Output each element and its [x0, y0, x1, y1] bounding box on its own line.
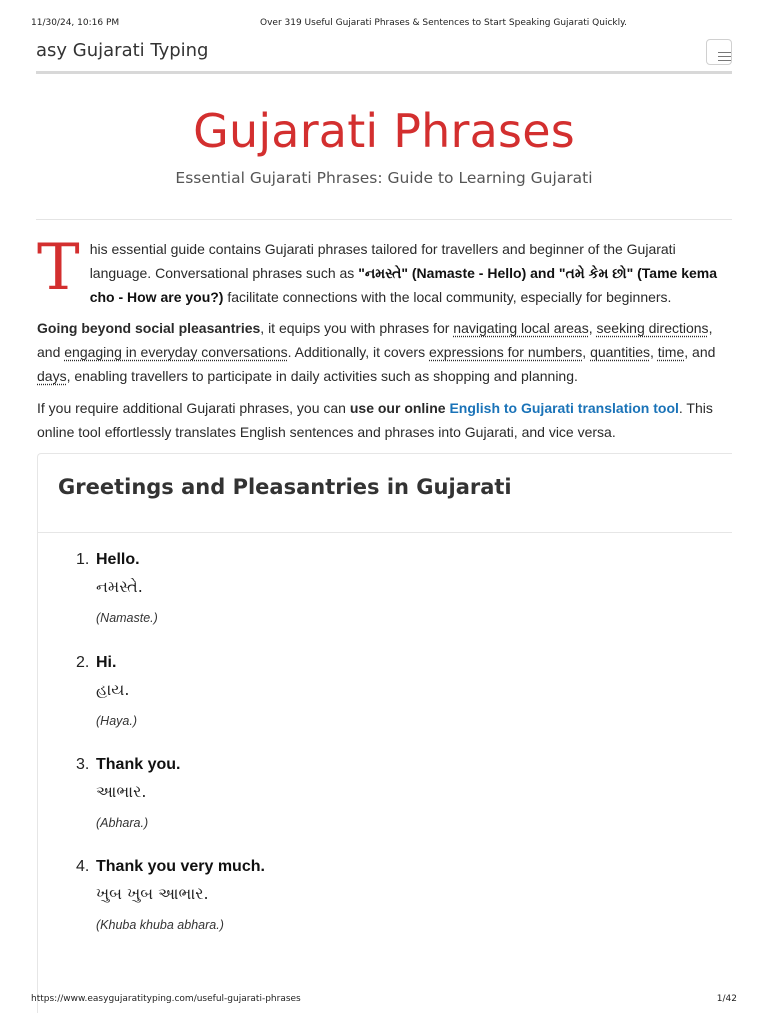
text: , and — [37, 320, 713, 360]
hamburger-icon-line — [718, 56, 731, 57]
item-number: 3. — [76, 756, 90, 773]
link-quantities[interactable]: quantities — [590, 344, 651, 360]
text: , — [588, 320, 597, 336]
transliteration: (Haya.) — [96, 714, 137, 728]
english-phrase: Thank you. — [96, 756, 181, 773]
link-expressions-for-numbers[interactable]: expressions for numbers — [429, 344, 583, 360]
transliteration: (Namaste.) — [96, 611, 158, 625]
print-page-number: 1/42 — [716, 994, 737, 1004]
section-title: Greetings and Pleasantries in Gujarati — [38, 454, 732, 533]
site-name-link[interactable]: asy Gujarati Typing — [36, 40, 209, 61]
transliteration: (Khuba khuba abhara.) — [96, 918, 224, 932]
print-header — [0, 0, 768, 36]
english-phrase: Hello. — [96, 551, 140, 568]
item-number: 2. — [76, 654, 90, 671]
print-datetime: 11/30/24, 10:16 PM — [31, 18, 120, 28]
text: , — [650, 344, 658, 360]
site-header — [36, 36, 732, 74]
transliteration: (Abhara.) — [96, 816, 149, 830]
gujarati-phrase: ખુબ ખુબ આભાર. — [96, 884, 209, 903]
drop-cap: T — [37, 231, 80, 305]
intro-text-end: facilitate connections with the local community, especially for beginners. — [223, 289, 672, 305]
translation-tool-link[interactable]: English to Gujarati translation tool — [449, 400, 679, 416]
text: . Additionally, it covers — [287, 344, 429, 360]
item-number: 4. — [76, 858, 90, 875]
intro-paragraph — [37, 231, 732, 309]
english-phrase: Hi. — [96, 654, 117, 671]
hamburger-icon-line — [718, 60, 731, 61]
bold-text: use our online — [349, 400, 446, 416]
topics-lead: Going beyond social pleasantries — [37, 320, 261, 336]
page-subtitle: Essential Gujarati Phrases: Guide to Learning Gujarati — [175, 169, 593, 187]
text: , enabling travellers to participate in daily activities such as shopping and planning. — [66, 368, 578, 384]
divider — [36, 219, 732, 220]
text: If you require additional Gujarati phrases, you can — [37, 400, 350, 416]
link-time[interactable]: time — [657, 344, 685, 360]
menu-toggle-button[interactable] — [706, 39, 732, 65]
text: , and — [684, 344, 716, 360]
translation-tool-paragraph — [37, 396, 732, 444]
topics-paragraph — [37, 316, 732, 388]
link-everyday-conversations[interactable]: engaging in everyday conversations — [64, 344, 288, 360]
text: , — [582, 344, 591, 360]
english-phrase: Thank you very much. — [96, 858, 265, 875]
print-document-title: Over 319 Useful Gujarati Phrases & Sentences to Start Speaking Gujarati Quickly. — [260, 18, 628, 28]
text: , it equips you with phrases for — [260, 320, 454, 336]
link-seeking-directions[interactable]: seeking directions — [596, 320, 709, 336]
link-navigating-local-areas[interactable]: navigating local areas — [453, 320, 589, 336]
item-number: 1. — [76, 551, 90, 568]
text: . This online tool effortlessly translates English sentences and phrases into Gujarati, and vice versa. — [37, 400, 713, 440]
gujarati-phrase: નમસ્તે. — [96, 577, 143, 596]
link-days[interactable]: days — [37, 368, 67, 384]
intro-text: his essential guide contains Gujarati phrases tailored for travellers and beginner of the Gujarati language. Conversational phrases such as — [89, 241, 676, 281]
print-url: https://www.easygujaratityping.com/useful-gujarati-phrases — [31, 994, 301, 1004]
page-title: Gujarati Phrases — [193, 104, 575, 158]
gujarati-phrase: હાય. — [96, 680, 130, 699]
gujarati-phrase: આભાર. — [96, 782, 147, 801]
hamburger-icon-line — [718, 52, 731, 53]
intro-bold-examples: "નમસ્તે" (Namaste - Hello) and "તમે કેમ છો" (Tame kema cho - How are you?) — [89, 265, 718, 305]
